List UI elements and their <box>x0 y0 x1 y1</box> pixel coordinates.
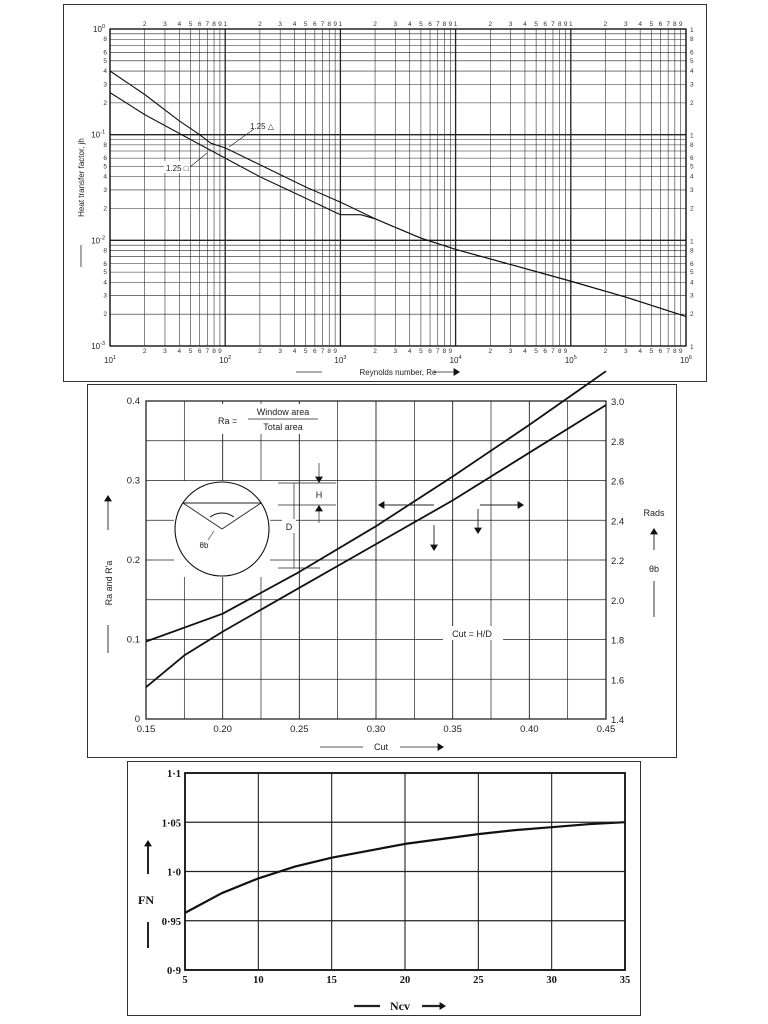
x-minor-tick-label-top: 9 <box>563 21 568 28</box>
y-tick-label: 1·05 <box>161 818 181 830</box>
x-minor-tick-label-top: 7 <box>320 21 325 28</box>
x-minor-tick-label-top: 2 <box>258 21 262 28</box>
x-minor-tick-label-bottom: 5 <box>188 348 193 355</box>
x-minor-tick-label-top: 9 <box>678 21 683 28</box>
x-minor-tick-label-bottom: 9 <box>563 348 568 355</box>
theta-down-arrowhead <box>430 545 438 551</box>
y-axis-label-arrowhead <box>144 840 152 846</box>
x-minor-tick-label-bottom: 5 <box>649 348 654 355</box>
x-axis-label: Ncv <box>390 999 410 1013</box>
x-axis-label: Reynolds number, Re <box>359 368 437 377</box>
inset-d-label: D <box>285 522 293 532</box>
y-decade-label: $10^{-1}$ <box>91 129 105 140</box>
inset-h-label: H <box>315 490 323 500</box>
y-tick-label: 1·0 <box>166 867 181 879</box>
jh-curve-1-25-square <box>110 93 686 317</box>
x-minor-tick-label-top: 4 <box>523 21 527 28</box>
y-minor-tick-label-left: 5 <box>103 163 107 171</box>
x-tick-label: 20 <box>399 975 411 986</box>
y-minor-tick-label-left: 6 <box>103 49 107 57</box>
x-minor-tick-label-top: 3 <box>278 21 282 28</box>
x-minor-tick-label-top: 6 <box>197 21 202 28</box>
x-tick-label: 0.20 <box>213 724 232 735</box>
x-tick-label: 0.25 <box>290 724 309 735</box>
y2-tick-label: 2.2 <box>611 556 625 567</box>
y-decade-label: $10^{-3}$ <box>91 341 105 351</box>
x-minor-tick-label-top: 6 <box>543 21 548 28</box>
y-decade-label: $10^0$ <box>93 24 105 34</box>
y-decade-label: $10^{-2}$ <box>91 235 105 246</box>
y2-tick-label: 2.0 <box>611 595 625 607</box>
formula-numerator: Window area <box>256 407 310 417</box>
y-minor-tick-label-left: 3 <box>103 292 107 300</box>
y-tick-label: 0·95 <box>161 916 181 928</box>
y-decade-label-right: 1 <box>690 238 694 246</box>
y-minor-tick-label-left: 4 <box>103 173 107 181</box>
x-minor-tick-label-top: 3 <box>163 21 167 28</box>
x-minor-tick-label-bottom: 3 <box>278 348 282 355</box>
y-axis-label: FN <box>138 893 154 907</box>
y-decade-label-right: 1 <box>690 132 694 140</box>
x-minor-tick-label-bottom: 6 <box>428 348 432 355</box>
y2-axis-label-arrowhead <box>650 528 658 534</box>
y-minor-tick-label-right: 2 <box>690 205 694 213</box>
y2-tick-label: 1.8 <box>611 635 625 647</box>
x-tick-label: 25 <box>473 975 484 986</box>
x-decade-label: $10^1$ <box>104 355 116 365</box>
y-minor-tick-label-left: 8 <box>103 141 107 149</box>
x-minor-tick-label-top: 4 <box>177 21 182 28</box>
x-minor-tick-label-top: 8 <box>557 21 562 28</box>
y-minor-tick-label-right: 8 <box>690 141 694 149</box>
x-minor-tick-label-bottom: 3 <box>623 348 628 355</box>
x-minor-tick-label-bottom: 6 <box>543 348 548 355</box>
annotation-1-25-square: 1.25 □ <box>166 164 189 173</box>
y-minor-tick-label-right: 5 <box>690 269 694 277</box>
x-minor-tick-label-bottom: 7 <box>205 348 210 355</box>
x-minor-tick-label-bottom: 2 <box>603 348 608 355</box>
x-axis-label-arrowhead <box>454 368 460 376</box>
x-tick-label: 0.40 <box>520 724 539 735</box>
x-minor-tick-label-bottom: 3 <box>393 348 398 355</box>
x-decade-tick-top: 1 <box>223 21 228 28</box>
x-minor-tick-label-bottom: 4 <box>638 348 642 355</box>
y-minor-tick-label-left: 2 <box>103 205 107 213</box>
x-minor-tick-label-top: 9 <box>333 21 337 28</box>
y-minor-tick-label-right: 6 <box>690 49 694 57</box>
y-decade-label-right: 1 <box>690 27 694 34</box>
x-minor-tick-label-bottom: 8 <box>673 348 677 355</box>
ra-arrowhead <box>518 501 524 509</box>
y-minor-tick-label-left: 5 <box>103 57 107 65</box>
x-minor-tick-label-top: 6 <box>428 21 432 28</box>
x-minor-tick-label-top: 4 <box>292 21 297 28</box>
x-axis-label-arrowhead <box>438 743 444 751</box>
annotation-leader-triangle <box>229 129 254 147</box>
y2-tick-label: 1.4 <box>611 715 625 726</box>
fn-correction-chart <box>128 762 642 1017</box>
x-minor-tick-label-bottom: 2 <box>258 348 262 355</box>
x-decade-label: $10^4$ <box>449 355 462 365</box>
x-minor-tick-label-top: 6 <box>658 21 663 28</box>
x-decade-label: $10^2$ <box>219 355 232 365</box>
x-tick-label: 5 <box>182 975 188 986</box>
x-minor-tick-label-bottom: 8 <box>557 348 562 355</box>
x-minor-tick-label-top: 4 <box>638 21 642 28</box>
x-decade-label: $10^3$ <box>334 355 347 365</box>
y-tick-label: 0.3 <box>126 475 140 487</box>
x-minor-tick-label-bottom: 7 <box>320 348 325 355</box>
chart-panel-heat-transfer <box>63 4 707 382</box>
x-tick-label: 0.45 <box>596 724 616 735</box>
x-minor-tick-label-bottom: 9 <box>678 348 683 355</box>
y-minor-tick-label-right: 8 <box>690 247 694 255</box>
x-minor-tick-label-bottom: 5 <box>534 348 538 355</box>
ra-down-arrowhead <box>474 528 482 534</box>
chart-panel-window-area <box>87 384 677 758</box>
x-minor-tick-label-top: 3 <box>508 21 513 28</box>
y-axis-label-arrowhead <box>104 495 112 501</box>
x-minor-tick-label-top: 7 <box>666 21 670 28</box>
dim-h-arrowhead-bottom <box>315 505 323 511</box>
x-tick-label: 0.35 <box>443 724 462 735</box>
x-decade-tick-top: 1 <box>453 21 458 28</box>
x-minor-tick-label-top: 7 <box>435 21 440 28</box>
x-minor-tick-label-top: 5 <box>303 21 308 28</box>
y-minor-tick-label-left: 6 <box>103 155 107 163</box>
x-tick-label: 0.15 <box>136 724 156 735</box>
formula-denominator: Total area <box>263 422 303 432</box>
y2-tick-label: 1.6 <box>611 675 625 687</box>
y-tick-label: 0.1 <box>126 634 140 646</box>
x-axis-label-arrowhead <box>440 1002 446 1010</box>
x-decade-tick-top: 1 <box>568 21 573 28</box>
y2-tick-label: 2.6 <box>611 476 625 488</box>
x-minor-tick-label-bottom: 3 <box>508 348 513 355</box>
x-minor-tick-label-top: 7 <box>205 21 210 28</box>
y-minor-tick-label-right: 3 <box>690 292 694 300</box>
y-minor-tick-label-left: 8 <box>103 36 107 44</box>
x-minor-tick-label-top: 7 <box>551 21 555 28</box>
x-minor-tick-label-top: 3 <box>393 21 398 28</box>
y-minor-tick-label-left: 8 <box>103 247 107 255</box>
x-minor-tick-label-top: 3 <box>623 21 628 28</box>
x-minor-tick-label-bottom: 4 <box>177 348 182 355</box>
y2-axis-label: Rads <box>643 508 665 518</box>
y-minor-tick-label-right: 6 <box>690 155 694 163</box>
y-minor-tick-label-right: 2 <box>690 99 694 107</box>
y-axis-label: Ra and R'a <box>104 560 114 606</box>
y2-axis-sublabel: θb <box>648 564 660 574</box>
annotation-leader-square <box>190 153 207 167</box>
y-minor-tick-label-right: 5 <box>690 57 694 65</box>
y-minor-tick-label-right: 4 <box>690 68 694 76</box>
x-minor-tick-label-bottom: 9 <box>448 348 453 355</box>
cut-note: Cut = H/D <box>452 629 492 639</box>
x-axis-label: Cut <box>373 742 389 752</box>
x-minor-tick-label-bottom: 7 <box>666 348 670 355</box>
y-tick-label: 0 <box>134 714 140 725</box>
x-minor-tick-label-bottom: 9 <box>333 348 337 355</box>
theta-arrowhead <box>378 501 384 509</box>
x-minor-tick-label-bottom: 8 <box>327 348 332 355</box>
x-minor-tick-label-top: 8 <box>212 21 216 28</box>
x-minor-tick-label-top: 5 <box>419 21 423 28</box>
y-minor-tick-label-right: 6 <box>690 260 694 268</box>
y-minor-tick-label-right: 5 <box>690 163 694 171</box>
heat-transfer-chart <box>64 5 708 383</box>
y-minor-tick-label-right: 4 <box>690 173 694 181</box>
y-decade-label-right: 1 <box>690 344 694 351</box>
y-tick-label: 0.2 <box>126 555 140 566</box>
y-minor-tick-label-right: 3 <box>690 186 694 194</box>
y-axis-label: Heat transfer factor, jh <box>77 138 86 217</box>
y-tick-label: 0.4 <box>126 396 140 407</box>
x-minor-tick-label-bottom: 5 <box>419 348 423 355</box>
x-minor-tick-label-bottom: 8 <box>212 348 216 355</box>
dim-h-arrowhead-top <box>315 477 323 483</box>
x-minor-tick-label-bottom: 4 <box>407 348 412 355</box>
y-minor-tick-label-right: 8 <box>690 36 694 44</box>
plot-frame <box>110 29 686 346</box>
jh-curve-1-25-triangle <box>110 71 686 317</box>
y-tick-label: 1·1 <box>166 769 181 780</box>
x-minor-tick-label-top: 9 <box>218 21 222 28</box>
x-minor-tick-label-bottom: 4 <box>523 348 527 355</box>
x-minor-tick-label-bottom: 3 <box>163 348 167 355</box>
x-minor-tick-label-bottom: 2 <box>488 348 493 355</box>
x-minor-tick-label-bottom: 4 <box>292 348 297 355</box>
x-minor-tick-label-top: 2 <box>603 21 608 28</box>
x-tick-label: 30 <box>546 975 557 986</box>
x-minor-tick-label-top: 5 <box>188 21 193 28</box>
y-tick-label: 0·9 <box>166 966 181 977</box>
x-minor-tick-label-top: 9 <box>448 21 453 28</box>
x-minor-tick-label-bottom: 7 <box>551 348 555 355</box>
y2-tick-label: 2.4 <box>611 516 625 528</box>
window-area-chart <box>88 385 678 759</box>
x-minor-tick-label-top: 8 <box>442 21 447 28</box>
x-minor-tick-label-top: 6 <box>313 21 317 28</box>
x-minor-tick-label-bottom: 9 <box>218 348 222 355</box>
y-minor-tick-label-left: 5 <box>103 269 107 277</box>
x-minor-tick-label-top: 5 <box>649 21 654 28</box>
x-minor-tick-label-bottom: 6 <box>658 348 663 355</box>
x-minor-tick-label-bottom: 2 <box>373 348 377 355</box>
x-minor-tick-label-top: 2 <box>373 21 377 28</box>
x-minor-tick-label-top: 8 <box>327 21 332 28</box>
formula-lhs: Ra = <box>218 416 238 426</box>
x-decade-label: $10^5$ <box>564 355 577 365</box>
x-minor-tick-label-top: 4 <box>407 21 412 28</box>
annotation-1-25-triangle: 1.25 △ <box>250 122 274 131</box>
y-minor-tick-label-left: 3 <box>103 81 107 89</box>
x-minor-tick-label-bottom: 2 <box>142 348 147 355</box>
x-minor-tick-label-top: 2 <box>142 21 147 28</box>
y-minor-tick-label-left: 2 <box>103 99 107 107</box>
y-minor-tick-label-right: 3 <box>690 81 694 89</box>
y-minor-tick-label-right: 2 <box>690 311 694 319</box>
inset-theta-label: θb <box>199 541 209 550</box>
x-decade-tick-top: 1 <box>338 21 343 28</box>
y-minor-tick-label-left: 4 <box>103 68 107 76</box>
y2-tick-label: 3.0 <box>611 397 625 408</box>
y-minor-tick-label-left: 6 <box>103 260 107 268</box>
x-tick-label: 15 <box>326 975 337 986</box>
y-minor-tick-label-right: 4 <box>690 279 694 287</box>
x-minor-tick-label-top: 5 <box>534 21 538 28</box>
x-tick-label: 35 <box>619 975 631 986</box>
x-minor-tick-label-top: 2 <box>488 21 493 28</box>
x-tick-label: 10 <box>253 975 264 986</box>
y-minor-tick-label-left: 2 <box>103 311 107 319</box>
x-minor-tick-label-bottom: 6 <box>313 348 317 355</box>
y-minor-tick-label-left: 3 <box>103 186 107 194</box>
x-minor-tick-label-top: 8 <box>673 21 677 28</box>
x-decade-label: $10^6$ <box>680 355 692 365</box>
y-minor-tick-label-left: 4 <box>103 279 107 287</box>
x-minor-tick-label-bottom: 8 <box>442 348 447 355</box>
chart-panel-fn-correction <box>127 761 641 1016</box>
x-tick-label: 0.30 <box>366 724 386 735</box>
x-minor-tick-label-bottom: 6 <box>197 348 202 355</box>
y2-tick-label: 2.8 <box>611 436 625 448</box>
x-minor-tick-label-bottom: 7 <box>435 348 440 355</box>
x-minor-tick-label-bottom: 5 <box>303 348 308 355</box>
